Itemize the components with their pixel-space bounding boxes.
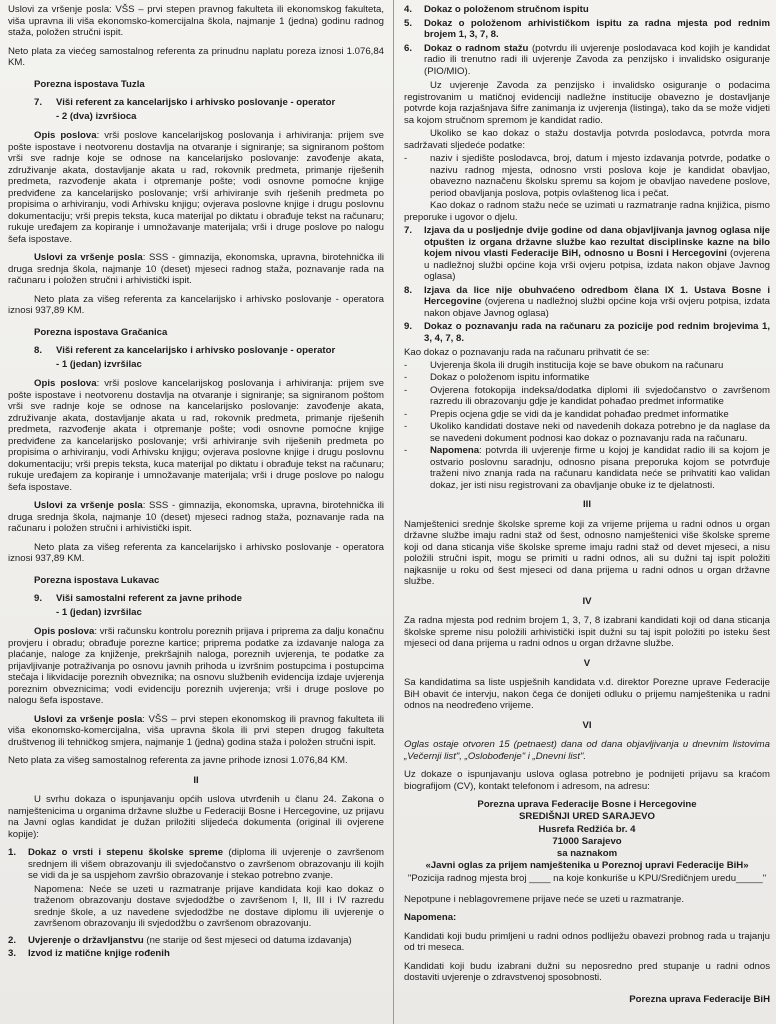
address-line: 71000 Sarajevo [552,835,622,847]
position-number: 8. [34,345,43,356]
section-heading-gracanica: Porezna ispostava Gračanica [34,326,168,338]
document-item-9: 9. Dokaz o poznavanju rada na računaru za pozicije pod rednim brojevima 1, 3, 4, 7, 8. [404,321,770,344]
list-item: - Dokaz o položenom ispitu informatike [404,372,590,383]
list-item: - Ukoliko kandidati dostave neki od navedenih dokaza potrebno je da naglase da se navedeni dokument podnosi kao dokaz o poznavanju rada na računaru. [404,421,770,444]
label: Uslovi za vršenje posla [34,713,143,725]
computer-skills-list [404,360,770,492]
list-item: - Uvjerenja škola ili drugih institucija koje se bave obukom na računaru [404,359,724,371]
job-conditions: Uslovi za vršenje posla: SSS - gimnazija, ekonomska, upravna, birotehnička ili druga srednja škola, najmanje 10 (deset) mjeseci radnog staža, poznavanje rada na računaru i položen stručni i arhivistički ispit. [8,252,385,286]
section-numeral-vi: VI [582,719,592,731]
document-item-1: 1. Dokaz o vrsti i stepenu školske spreme (diploma ili uvjerenje o završenom srednjem ili višem obrazovanju ili svjedočanstvo o završenom obrazovanju ili kojih se vidi da je sa uspjehom završio obrazovanje i stekao potrebno zvanje. [8,847,384,881]
label: Opis poslova [34,378,97,389]
paragraph: Oglas ostaje otvoren 15 (petnaest) dana od dana objavljivanja u dnevnim listovima „Večernji list", „Oslobođenje" i „Dnevni list". [404,739,770,762]
bullet-item: - naziv i sjedište poslodavca, broj, datum i mjesto izdavanja potvrde, podatke o nazivu radnog mjesta, odnosno vrsti poslova koje je kandidat obavljao, obavezno naznačenu školsku spremu sa kojom je obavljao navedene poslove, period obavljanja poslova, potpis ovlaštenog lica i pečat. [404,153,770,199]
label: Opis poslova [34,626,95,637]
column-divider [393,0,394,1024]
documents-list [8,847,384,960]
position-title: Viši referent za kancelarijsko i arhivsko poslovanje - operator [56,97,336,108]
paragraph: Za radna mjesta pod rednim brojem 1, 3, 7, 8 izabrani kandidati koji od dana sticanja školske spreme nisu položili arhivistički ispit dužni su taj ispit položiti po isteku šest mjeseci od dana prijema u radni odnos u organ državne službe. [404,615,770,649]
salary-paragraph: Neto plata za višeg samostalnog referenta za javne prihode iznosi 1.076,84 KM. [8,755,348,766]
document-item-5: 5. Dokaz o položenom arhivističkom ispitu za radna mjesta pod rednim brojem 1, 3, 7, 8. [404,17,770,40]
list-item: - Prepis ocjena gdje se vidi da je kandidat pohađao predmet informatike [404,408,729,420]
section-numeral-v: V [583,657,591,669]
position-number: 7. [34,97,43,108]
signature: Porezna uprava Federacije BiH [629,993,770,1005]
salary-paragraph: Neto plata za višeg referenta za kancelarijsko i arhivsko poslovanje - operatora iznosi 937,89 KM. [8,293,384,316]
section-numeral-ii: II [193,774,199,786]
paragraph: Kao dokaz o radnom stažu neće se uzimati u razmatranje radna knjižica, pismo preporuke i ugovor o djelu. [404,200,770,223]
document-item-7: 7. Izjava da u posljednje dvije godine od dana objavljivanja javnog oglasa nije otpušten iz organa državne službe kao rezultat disciplinske kazne na bilo kojem nivou vlasti Federacije BiH, odnosno u Bosni i Hercegovini (ovjerena u nadležnoj službi općine koja vrši ovjeru potpisa, izdata nakon objave Javnog oglasa) [404,225,770,282]
label: Uslovi za vršenje posla [34,252,143,263]
note-heading: Napomena: [404,912,457,924]
label: Uslovi za vršenje posla [34,500,143,511]
paragraph: Kao dokaz o poznavanju rada na računaru prihvatit će se: [404,347,650,358]
section-heading-tuzla: Porezna ispostava Tuzla [34,78,145,90]
section-numeral-iv: IV [582,595,592,607]
salary-paragraph: Neto plata za viećeg samostalnog referenta za prinudnu naplatu poreza iznosi 1.076,84 KM. [8,45,384,68]
documents-intro: U svrhu dokaza o ispunjavanju općih uslova utvrđenih u članu 24. Zakona o namještenicima u organima državne službe u Federaciji Bosne i Hercegovine, uz prijavu na Javni oglas kandidat je dužan priložiti slijedeća dokumenta (original ili ovjerene kopije): [8,794,384,840]
position-title: Viši samostalni referent za javne prihode [56,593,242,604]
left-column [8,4,384,963]
document-note: Napomena: Neće se uzeti u razmatranje prijave kandidata koji kao dokaz o traženom obrazovanju dostave svjedodžbe o završenom I, II, III i IV razredu srednje škole, a uz navedene svjedodžbe ne dostave diplomu ili uvjerenje o završenom obrazovanju ili svjedodžbu o završenom obrazovanju. [34,883,384,929]
paragraph: Ukoliko se kao dokaz o stažu dostavlja potvrda poslodavca, potvrda mora sadržavati sljedeće podatke: [404,128,770,151]
mailing-address [404,799,770,885]
position-9-count: - 1 (jedan) izvršilac [56,606,142,618]
position-8-count: - 1 (jedan) izvršilac [56,358,142,370]
position-7-count: - 2 (dva) izvršioca [56,110,137,122]
position-8-title [34,345,384,357]
address-line: Porezna uprava Federacije Bosne i Hercegovine [477,799,697,810]
list-item: - Napomena: potvrda ili uvjerenje firme u kojoj je kandidat radio ili sa kojom je ostvario poslovnu saradnju, odnosno pisana preporuka kojom se potvrđuje traženi nivo znanja rada na računaru kandidata neće se prihvatiti kao validan dokaz, jer isti nisu registrovani za obavljanje obuke iz te djelatnosti. [404,445,770,491]
conditions-paragraph: Uslovi za vršenje posla: VŠS – prvi stepen pravnog fakulteta ili ekonomskog fakulteta, viša upravna ili viša ekonomsko-komercijalna škola, najmanje 1 (jedna) godinu radnog staža, položen stručni ispit. [8,4,384,38]
paragraph: Namještenici srednje školske spreme koji za vrijeme prijema u radni odnos u organ državne službe imaju radni staž od šest, odnosno namještenici više školske spreme koji od dana sticanja više školske spreme imaju radni staž od devet mjeseci, a nisu položili stručni ispit, mogu se primiti u radni odnos, ali su dužni taj ispit položiti najkasnije u roku od šest mjeseci od dana prijema u radni odnos u organ državne službe. [404,518,770,587]
position-number: 9. [34,593,43,604]
paragraph: Kandidati koji budu izabrani dužni su neposredno pred stupanje u radni odnos dostaviti uvjerenje o zdravstvenoj sposobnosti. [404,960,770,984]
address-line: Husrefa Redžića br. 4 [538,823,636,835]
right-column [404,4,770,1005]
salary-paragraph: Neto plata za višeg referenta za kancelarijsko i arhivsko poslovanje - operatora iznosi 937,89 KM. [8,541,384,564]
job-conditions: Uslovi za vršenje posla: SSS - gimnazija, ekonomska, upravna, birotehnička ili druga srednja škola, najmanje 10 (deset) mjeseci radnog staža, poznavanje rada na računaru i položen stručni i arhivistički ispit. [8,500,385,534]
document-item-2: 2. Uvjerenje o državljanstvu (ne starije od šest mjeseci od datuma izdavanja) [8,934,352,946]
paragraph: Kandidati koji budu primljeni u radni odnos podliježu obavezi probnog rada u trajanju od tri meseca. [404,930,770,954]
paragraph: Sa kandidatima sa liste uspješnih kandidata v.d. direktor Porezne uprave Federacije BiH obavit će intervju, nakon čega će donijeti odluku o prijemu namještenika u radni odnos na neodređeno vrijeme. [404,677,770,711]
document-item-6: 6. Dokaz o radnom stažu (potvrdu ili uvjerenje poslodavaca kod kojih je kandidat radio ili trenutno radi ili uvjerenje Zavoda za penzijsko i invalidsko osiguranje (PIO/MIO). [404,42,770,77]
document-item-8: 8. Izjava da lice nije obuhvaćeno odredbom člana IX 1. Ustava Bosne i Hercegovine (ovjerena u nadležnoj službi općine koja vrši ovjeru potpisa, izdata nakon objave Javnog oglasa) [404,284,770,319]
documents-list-continued-2 [404,225,770,344]
address-line: sa naznakom [556,848,618,860]
job-description: Opis poslova: vrši računsku kontrolu poreznih prijava i priprema za dalju konačnu provjeru i obradu; obrađuje porezne kartice; priprema podatke za izdavanje naloga za plaćanje, naloge za knjiženje, prekršajnih naloga, poreznih uvjerenja, te podatke za prijavljivanje potraživanja po osnovu javnih prihoda u izvršnim postupcima i postupcima stečaja i likvidacije poreznih obveznika; na osnovu službenih evidencija izdaje uvjerenja poreznim obveznicima; vodi evidenciju poreznih uvjerenja; vrši i druge poslove po nalogu šefa ispostave. [8,626,384,706]
label: Opis poslova [34,130,97,141]
job-conditions: Uslovi za vršenje posla: VŠS – prvi stepen ekonomskog ili pravnog fakulteta ili viša ekonomsko-komercijalna, viša upravna škola ili prvi stepen drugog fakulteta društvenog ili tehničkog smjera, najmanje 1 (jedna) godina staža i položen stručni ispit. [8,713,385,748]
position-7-title [34,97,384,109]
position-title: Viši referent za kancelarijsko i arhivsko poslovanje - operator [56,345,336,356]
paragraph: Uz uvjerenje Zavoda za penzijsko i invalidsko osiguranje o podacima registrovanim u matičnoj evidenciji nadležne institucije obavezno je dostavljanje potvrde koja razjašnjava šifre zanimanja iz uvjerenja (listinga), tako da se može vidjeti sa kojom stručnom spremom je kandidat radio. [404,80,770,126]
job-description: Opis poslova: vrši poslove kancelarijskog poslovanja i arhiviranja: prijem sve pošte ispostave i neotvorenu dostavlja na otvaranje i signiranje; sa signiranom poštom vrši sve radnje koje se odnose na kancelarijsko poslovanje: zavođenje akata, združivanje akata, dostavljanje akata u rad, rokovnik predmeta, primanje riješenih predmeta, razvođenje akata i otpremanje pošte; vodi osnovne pomoćne knjige predviđene za kancelarijsko poslovanje; vrši arhiviranje svih riješenih predmeta po propisima o arhiviranju, vodi Arhivsku knjigu; ovjerava poslovne knjige i drugu poslovnu dokumentaciju; vrši prepis teksta, kuca materijal po diktatu i obrađuje tekst na računaru; rukuje uređajem za kopiranje i umnožavanje materijala; vrši i druge poslove po nalogu šefa ispostave. [8,378,384,493]
documents-list-continued [404,4,770,77]
section-numeral-iii: III [583,499,591,510]
paragraph: Nepotpune i neblagovremene prijave neće se uzeti u razmatranje. [404,893,684,905]
job-description: Opis poslova: vrši poslove kancelarijskog poslovanja i arhiviranja: prijem sve pošte ispostave i neotvorenu dostavlja na otvaranje i signiranje; sa signiranom poštom vrši sve radnje koje se odnose na kancelarijsko poslovanje: zavođenje akata, združivanje akata, dostavljanje akata u rad, rokovnik predmeta, primanje riješenih predmeta, razvođenje akata i otpremanje pošte; vodi osnovne pomoćne knjige predviđene za kancelarijsko poslovanje; vrši arhiviranje svih rješenih predmeta po propisima o arhiviranju, vodi Arhivsku knjigu; ovjerava poslovne knjige i drugu poslovnu dokumentaciju; vrši prepis teksta, kuca materijal po diktatu i obrađuje tekst na računaru; rukuje uređajem za kopiranje i umnožavanje materijala; vrši i druge poslove po nalogu šefa ispostave. [8,130,384,245]
section-heading-lukavac: Porezna ispostava Lukavac [34,574,160,586]
address-line: SREDIŠNJI URED SARAJEVO [519,811,655,823]
address-line: «Javni oglas za prijem namještenika u Poreznoj upravi Federacije BiH» [425,860,749,872]
position-9-title [34,593,384,605]
paragraph: Uz dokaze o ispunjavanju uslova oglasa potrebno je podnijeti prijavu sa kraćom biografijom (CV), kontakt telefonom i adresom, na adresu: [404,769,770,792]
document-item-4: 4. Dokaz o položenom stručnom ispitu [404,4,589,15]
list-item: - Ovjerena fotokopija indeksa/dodatka diplomi ili svjedočanstvo o završenom razredu ili obrazovanju gdje je kandidat pohađao predmet informatike [404,384,770,407]
document-item-3: 3. Izvod iz matične knjige rođenih [8,948,170,959]
address-line: "Pozicija radnog mjesta broj ____ na koje konkuriše u KPU/Sredičnjem uredu_____" [407,872,767,884]
